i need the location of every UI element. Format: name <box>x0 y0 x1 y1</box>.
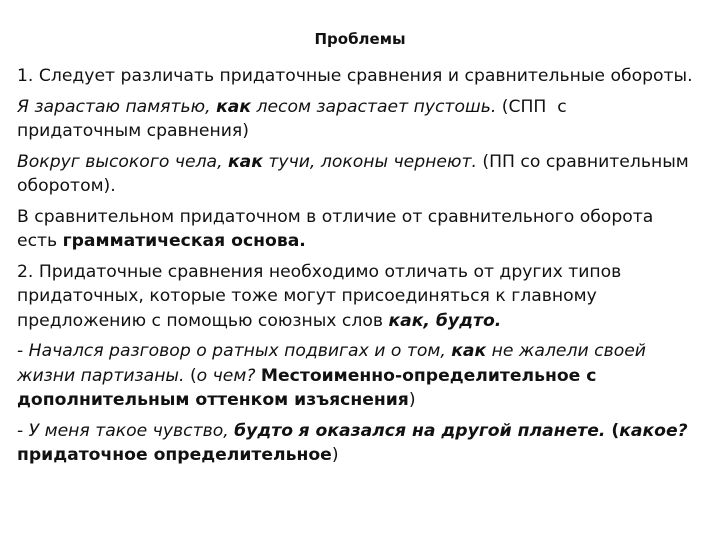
text-run: придаточное определительное <box>17 420 694 465</box>
text-run: Вокруг высокого чела, <box>17 151 229 172</box>
text-run: какое? <box>619 420 688 441</box>
text-run: грамматическая основа. <box>62 231 306 251</box>
text-run: В сравнительном придаточном в отличие от сравнительного оборота есть <box>17 206 659 251</box>
text-run: я оказался на другой планете. <box>298 420 606 441</box>
text-run: (СПП с придаточным сравнения) <box>17 96 573 141</box>
paragraph <box>17 95 696 144</box>
text-run: лесом зарастает пустошь. <box>251 96 497 117</box>
text-run: У меня такое чувство, <box>28 420 235 441</box>
text-run: ( <box>605 420 620 441</box>
paragraph <box>17 260 696 334</box>
text-run: (ПП со сравнительным оборотом). <box>17 151 695 196</box>
paragraph <box>17 419 696 468</box>
paragraph <box>17 339 696 413</box>
paragraph <box>17 64 696 89</box>
text-run: будто <box>234 420 294 441</box>
text-run: о чем? <box>196 365 256 386</box>
text-run: Местоименно-определительное с дополнительным оттенком изъяснения <box>17 365 603 410</box>
text-run: не жалели своей жизни партизаны. <box>17 341 652 386</box>
text-run: как <box>451 341 487 361</box>
paragraph <box>17 150 696 199</box>
text-run: ) <box>331 445 339 465</box>
text-run: как, будто. <box>388 310 502 331</box>
text-run: - <box>17 420 29 441</box>
slide-body <box>17 64 696 474</box>
text-run: Я зарастаю памятью, <box>17 96 217 117</box>
text-run: 1. Следует различать придаточные сравнения и сравнительные обороты. <box>17 66 693 86</box>
text-run: Начался разговор о ратных подвигах и о том, <box>28 341 452 361</box>
text-run: как <box>216 96 251 117</box>
text-run: тучи, локоны чернеют. <box>262 151 477 172</box>
text-run: 2. Придаточные сравнения необходимо отличать от других типов придаточных, которые тоже могут присоединяться к главному предложению с помощью союзных слов <box>17 261 627 331</box>
slide-title: Проблемы <box>314 30 406 48</box>
text-run: - <box>17 341 29 361</box>
text-run: ) <box>408 390 416 410</box>
paragraph <box>17 205 696 254</box>
text-run: ( <box>184 365 197 386</box>
text-run: как <box>228 151 263 172</box>
